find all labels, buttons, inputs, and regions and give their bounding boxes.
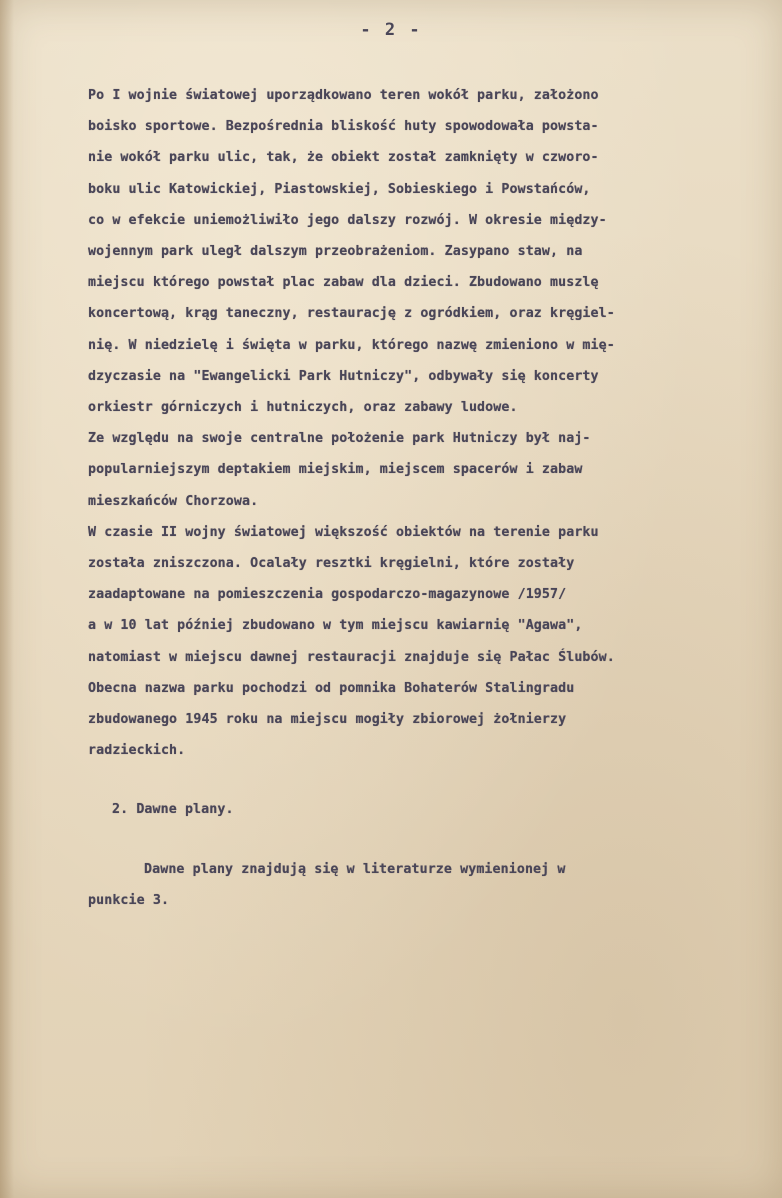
text-line: natomiast w miejscu dawnej restauracji znajduje się Pałac Ślubów. [88,649,615,665]
text-line: Obecna nazwa parku pochodzi od pomnika Bohaterów Stalingradu [88,680,575,696]
text-line: boisko sportowe. Bezpośrednia bliskość huty spowodowała powsta- [88,119,599,135]
text-line: boku ulic Katowickiej, Piastowskiej, Sobieskiego i Powstańców, [88,181,591,197]
text-line: dzyczasie na "Ewangelicki Park Hutniczy", odbywały się koncerty [88,368,599,384]
paragraph-gap [88,766,758,794]
text-line: a w 10 lat później zbudowano w tym miejscu kawiarnię "Agawa", [88,618,583,634]
paper-edge-shadow [0,0,14,1198]
text-line: mieszkańców Chorzowa. [88,493,259,509]
document-body [88,80,758,916]
section-text-line: punkcie 3. [88,892,170,908]
section-text-line: Dawne plany znajdują się w literaturze wymienionej w [144,861,566,877]
text-line: radzieckich. [88,743,186,759]
text-line: orkiestr górniczych i hutniczych, oraz zabawy ludowe. [88,400,518,416]
text-line: zbudowanego 1945 roku na miejscu mogiły zbiorowej żołnierzy [88,712,567,728]
text-line: koncertową, krąg taneczny, restaurację z ogródkiem, oraz kręgiel- [88,306,615,322]
text-line: miejscu którego powstał plac zabaw dla dzieci. Zbudowano muszlę [88,275,599,291]
page-number: - 2 - [360,20,422,40]
text-line: Ze względu na swoje centralne położenie park Hutniczy był naj- [88,431,591,447]
text-line: zaadaptowane na pomieszczenia gospodarczo-magazynowe /1957/ [88,587,567,603]
text-line: wojennym park uległ dalszym przeobrażeniom. Zasypano staw, na [88,244,583,260]
text-line: nię. W niedzielę i święta w parku, którego nazwę zmieniono w mię- [88,337,615,353]
section-heading: 2. Dawne plany. [112,802,234,818]
text-line: W czasie II wojny światowej większość obiektów na terenie parku [88,524,599,540]
text-line: nie wokół parku ulic, tak, że obiekt został zamknięty w czworo- [88,150,599,166]
text-line: została zniszczona. Ocalały resztki kręgielni, które zostały [88,556,575,572]
text-line: co w efekcie uniemożliwiło jego dalszy rozwój. W okresie między- [88,212,607,228]
text-line: popularniejszym deptakiem miejskim, miejscem spacerów i zabaw [88,462,583,478]
text-line: Po I wojnie światowej uporządkowano teren wokół parku, założono [88,88,599,103]
paragraph-gap [88,826,758,854]
